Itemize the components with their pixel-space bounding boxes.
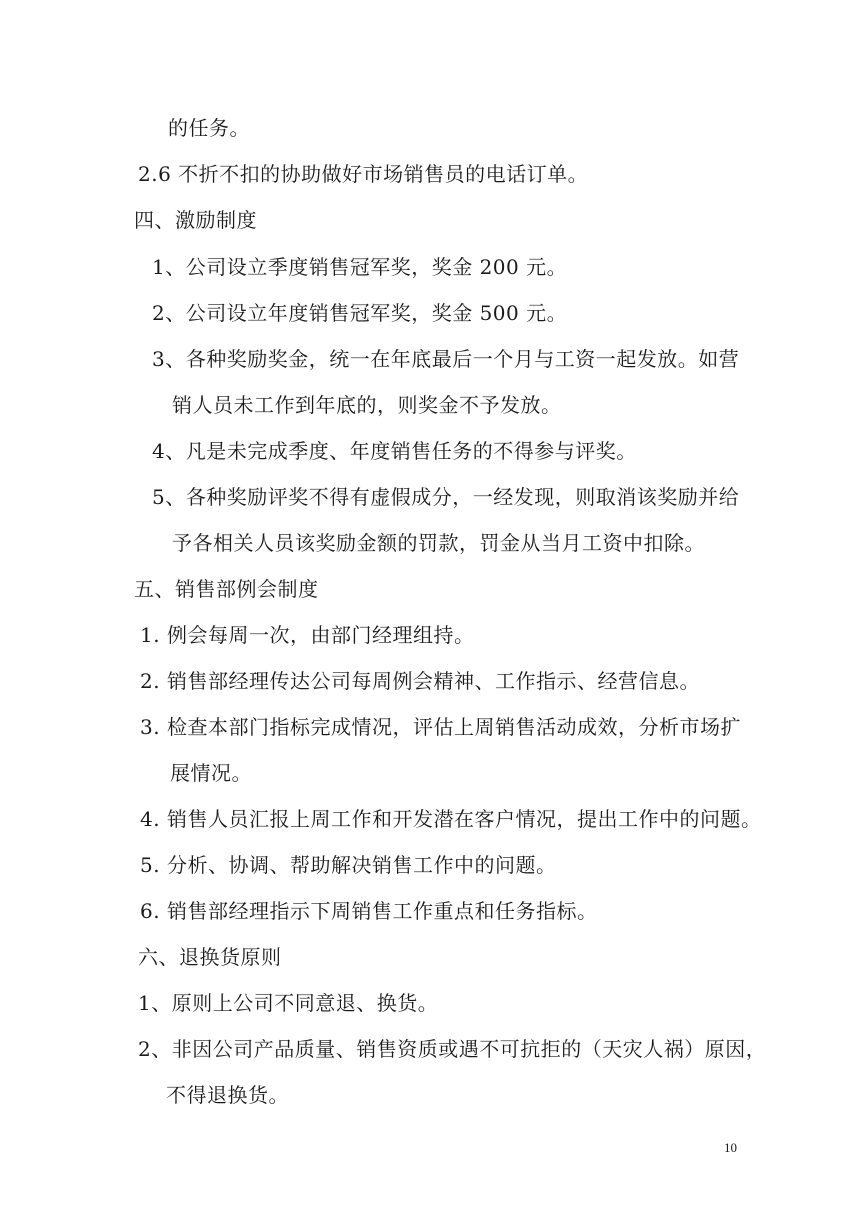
- text-line: 的任务。: [168, 116, 250, 140]
- list-item: 1、原则上公司不同意退、换货。: [138, 991, 439, 1015]
- list-item: 1. 例会每周一次，由部门经理组持。: [140, 623, 475, 647]
- list-item: 5. 分析、协调、帮助解决销售工作中的问题。: [140, 853, 557, 877]
- text-line: 展情况。: [170, 761, 252, 785]
- text-line: 予各相关人员该奖励金额的罚款，罚金从当月工资中扣除。: [172, 531, 705, 555]
- list-item: 6. 销售部经理指示下周销售工作重点和任务指标。: [140, 899, 598, 923]
- text-line: 不得退换货。: [166, 1083, 289, 1107]
- text-line: 销人员未工作到年底的，则奖金不予发放。: [172, 393, 562, 417]
- list-item: 2、非因公司产品质量、销售资质或遇不可抗拒的（天灾人祸）原因，: [138, 1037, 767, 1061]
- list-item: 1、公司设立季度销售冠军奖，奖金 200 元。: [152, 255, 568, 279]
- list-item: 2. 销售部经理传达公司每周例会精神、工作指示、经营信息。: [140, 669, 700, 693]
- list-item: 2、公司设立年度销售冠军奖，奖金 500 元。: [152, 301, 568, 325]
- list-item: 3、各种奖励奖金，统一在年底最后一个月与工资一起发放。如营: [152, 347, 740, 371]
- text-line: 2.6 不折不扣的协助做好市场销售员的电话订单。: [138, 162, 589, 186]
- page-number: 10: [724, 1140, 737, 1155]
- section-heading: 五、销售部例会制度: [134, 577, 319, 601]
- list-item: 5、各种奖励评奖不得有虚假成分，一经发现，则取消该奖励并给: [152, 485, 740, 509]
- section-heading: 四、激励制度: [134, 208, 257, 232]
- list-item: 4、凡是未完成季度、年度销售任务的不得参与评奖。: [152, 439, 637, 463]
- section-heading: 六、退换货原则: [138, 945, 282, 969]
- list-item: 3. 检查本部门指标完成情况，评估上周销售活动成效，分析市场扩: [140, 715, 741, 739]
- list-item: 4. 销售人员汇报上周工作和开发潜在客户情况，提出工作中的问题。: [140, 807, 762, 831]
